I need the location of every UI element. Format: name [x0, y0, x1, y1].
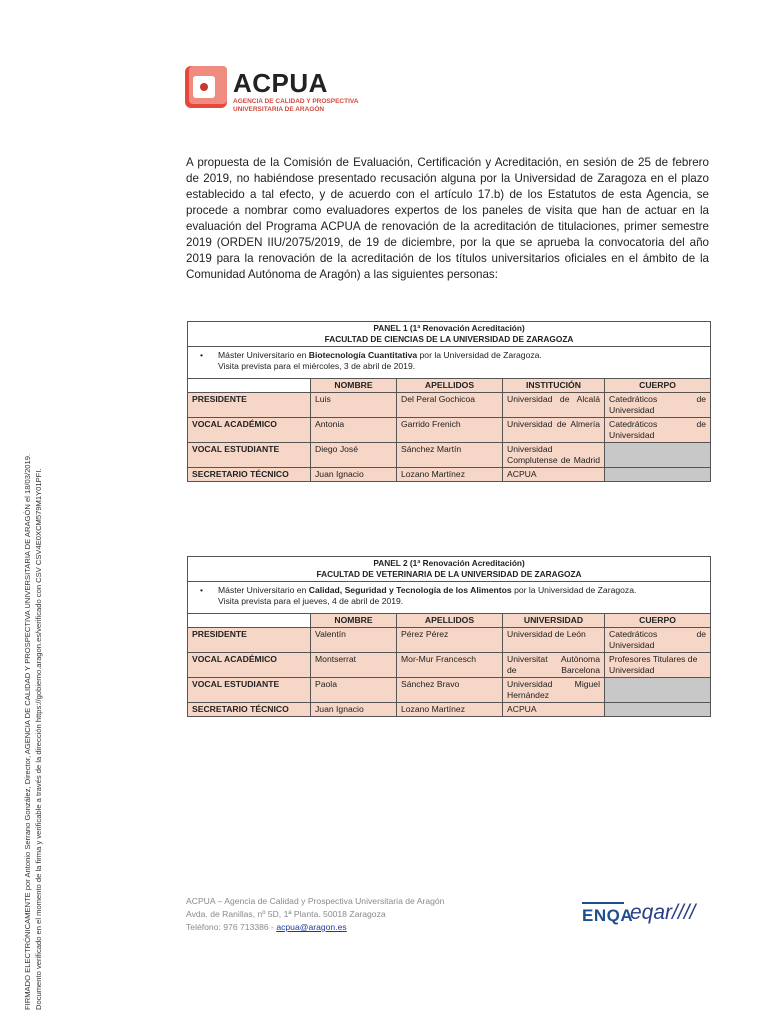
logo-name: ACPUA — [233, 68, 328, 98]
nombre-cell: Paola — [311, 678, 397, 703]
col-header-cuerpo: CUERPO — [605, 379, 711, 393]
table-row — [188, 443, 711, 468]
apellidos-cell: Sánchez Martín — [397, 443, 503, 468]
nombre-cell: Montserrat — [311, 653, 397, 678]
table-row — [188, 653, 711, 678]
institucion-cell: Universidad de Alcalá — [503, 393, 605, 418]
universidad-cell: Universidad de León — [503, 628, 605, 653]
bullet-icon: • — [200, 350, 204, 360]
cuerpo-cell: Catedráticos de Universidad — [605, 628, 711, 653]
role-cell: VOCAL ACADÉMICO — [188, 418, 311, 443]
table-row — [188, 418, 711, 443]
nombre-cell: Luis — [311, 393, 397, 418]
logo-subtitle-line-1: AGENCIA DE CALIDAD Y PROSPECTIVA — [233, 98, 359, 105]
universidad-cell: ACPUA — [503, 703, 605, 717]
institucion-cell: ACPUA — [503, 468, 605, 482]
nombre-cell: Antonia — [311, 418, 397, 443]
apellidos-cell: Garrido Frenich — [397, 418, 503, 443]
signature-line-1: FIRMADO ELECTRÓNICAMENTE por Antonio Serrano González, Director, AGENCIA DE CALIDAD Y PROSPECTIVA UNIVERSITARIA DE ARAGÓN el 18/03/2019. — [23, 453, 32, 1010]
universidad-cell: Universidad Miguel Hernández — [503, 678, 605, 703]
panel-2-degree-name: Calidad, Seguridad y Tecnología de los Alimentos — [308, 585, 512, 595]
role-cell: SECRETARIO TÉCNICO — [188, 468, 311, 482]
role-cell: VOCAL ESTUDIANTE — [188, 678, 311, 703]
universidad-cell: Universitat Autònoma de Barcelona — [503, 653, 605, 678]
acpua-logo — [185, 66, 405, 118]
footer-email-link[interactable]: acpua@aragon.es — [276, 922, 347, 932]
eqar-logo: eqar//// — [630, 901, 696, 924]
table-row — [188, 628, 711, 653]
panel-1-title: PANEL 1 (1ª Renovación Acreditación) — [373, 323, 525, 333]
enqa-logo: ENQA — [582, 906, 634, 925]
table-row — [188, 393, 711, 418]
cuerpo-cell: Profesores Titulares de Universidad — [605, 653, 711, 678]
institucion-cell: Universidad de Almería — [503, 418, 605, 443]
panel-2-visit: Visita prevista para el jueves, 4 de abril de 2019. — [218, 596, 404, 606]
col-header-nombre: NOMBRE — [311, 614, 397, 628]
role-cell: SECRETARIO TÉCNICO — [188, 703, 311, 717]
table-row — [188, 468, 711, 482]
logo-subtitle — [233, 98, 358, 114]
bullet-icon: • — [200, 585, 204, 595]
nombre-cell: Valentín — [311, 628, 397, 653]
panel-1-visit: Visita prevista para el miércoles, 3 de abril de 2019. — [218, 361, 416, 371]
apellidos-cell: Lozano Martínez — [397, 468, 503, 482]
panel-2-column-headers — [188, 614, 711, 628]
apellidos-cell: Del Peral Gochicoa — [397, 393, 503, 418]
apellidos-cell: Mor-Mur Francesch — [397, 653, 503, 678]
cuerpo-cell-empty — [605, 468, 711, 482]
col-header-universidad: UNIVERSIDAD — [503, 614, 605, 628]
role-cell: PRESIDENTE — [188, 393, 311, 418]
panel-2-faculty: FACULTAD DE VETERINARIA DE LA UNIVERSIDAD DE ZARAGOZA — [316, 569, 582, 579]
panel-1-table — [187, 321, 711, 482]
role-cell: VOCAL ACADÉMICO — [188, 653, 311, 678]
cuerpo-cell-empty — [605, 703, 711, 717]
cuerpo-cell: Catedráticos de Universidad — [605, 418, 711, 443]
nombre-cell: Juan Ignacio — [311, 703, 397, 717]
footer-agency: ACPUA – Agencia de Calidad y Prospectiva Universitaria de Aragón — [186, 896, 445, 906]
footer-address — [186, 895, 444, 934]
panel-1-degree-prefix: Máster Universitario en — [218, 350, 309, 360]
role-cell: VOCAL ESTUDIANTE — [188, 443, 311, 468]
electronic-signature-stamp — [22, 350, 58, 1010]
panel-2-degree-prefix: Máster Universitario en — [218, 585, 309, 595]
signature-line-2: Documento verificado en el momento de la firma y verificable a través de la dirección https://gobierno.aragon.es/verificado con CSV CSV4E0XCM579M1Y01PFI. — [34, 468, 43, 1010]
apellidos-cell: Pérez Pérez — [397, 628, 503, 653]
panel-2-degree — [188, 582, 711, 614]
nombre-cell: Juan Ignacio — [311, 468, 397, 482]
cuerpo-cell-empty — [605, 443, 711, 468]
footer-address-line: Avda. de Ranillas, nº 5D, 1ª Planta. 50018 Zaragoza — [186, 909, 386, 919]
intro-paragraph: A propuesta de la Comisión de Evaluación, Certificación y Acreditación, en sesión de 25 de febrero de 2019, no habiéndose presentado recusación alguna por la Universidad de Zaragoza en el plazo establecido a tal efecto, y de acuerdo con el artículo 17.b) de los Estatutos de esta Agencia, se procede a nombrar como evaluadores expertos de los paneles de visita que han de actuar en la evaluación del Programa ACPUA de renovación de la acreditación de titulaciones, primer semestre 2019 (ORDEN IIU/2075/2019, de 19 de diciembre, por la que se aprueba la convocatoria del año 2019 para la renovación de la acreditación de los títulos universitarios oficiales en el ámbito de la Comunidad Autónoma de Aragón) a las siguientes personas: — [186, 156, 709, 281]
footer-contact — [186, 921, 444, 934]
apellidos-cell: Lozano Martínez — [397, 703, 503, 717]
panel-1-header — [188, 322, 711, 347]
role-cell: PRESIDENTE — [188, 628, 311, 653]
panel-2-header — [188, 557, 711, 582]
col-header-cuerpo: CUERPO — [605, 614, 711, 628]
table-row — [188, 678, 711, 703]
panel-1-degree — [188, 347, 711, 379]
col-header-nombre: NOMBRE — [311, 379, 397, 393]
nombre-cell: Diego José — [311, 443, 397, 468]
panel-2-table — [187, 556, 711, 717]
panel-2-title: PANEL 2 (1ª Renovación Acreditación) — [373, 558, 525, 568]
apellidos-cell: Sánchez Bravo — [397, 678, 503, 703]
panel-1-column-headers — [188, 379, 711, 393]
cuerpo-cell: Catedráticos de Universidad — [605, 393, 711, 418]
col-header-apellidos: APELLIDOS — [397, 614, 503, 628]
col-header-institucion: INSTITUCIÓN — [503, 379, 605, 393]
footer-phone: Teléfono: 976 713386 - — [186, 922, 277, 932]
panel-1-degree-suffix: por la Universidad de Zaragoza. — [417, 350, 542, 360]
panel-1-degree-name: Biotecnología Cuantitativa — [308, 350, 418, 360]
institucion-cell: Universidad Complutense de Madrid — [503, 443, 605, 468]
logo-subtitle-line-2: UNIVERSITARIA DE ARAGÓN — [233, 106, 325, 113]
acpua-logo-icon — [185, 66, 227, 108]
panel-1-faculty: FACULTAD DE CIENCIAS DE LA UNIVERSIDAD DE ZARAGOZA — [324, 334, 574, 344]
table-row — [188, 703, 711, 717]
cuerpo-cell-empty — [605, 678, 711, 703]
panel-2-degree-suffix: por la Universidad de Zaragoza. — [511, 585, 637, 595]
col-header-apellidos: APELLIDOS — [397, 379, 503, 393]
